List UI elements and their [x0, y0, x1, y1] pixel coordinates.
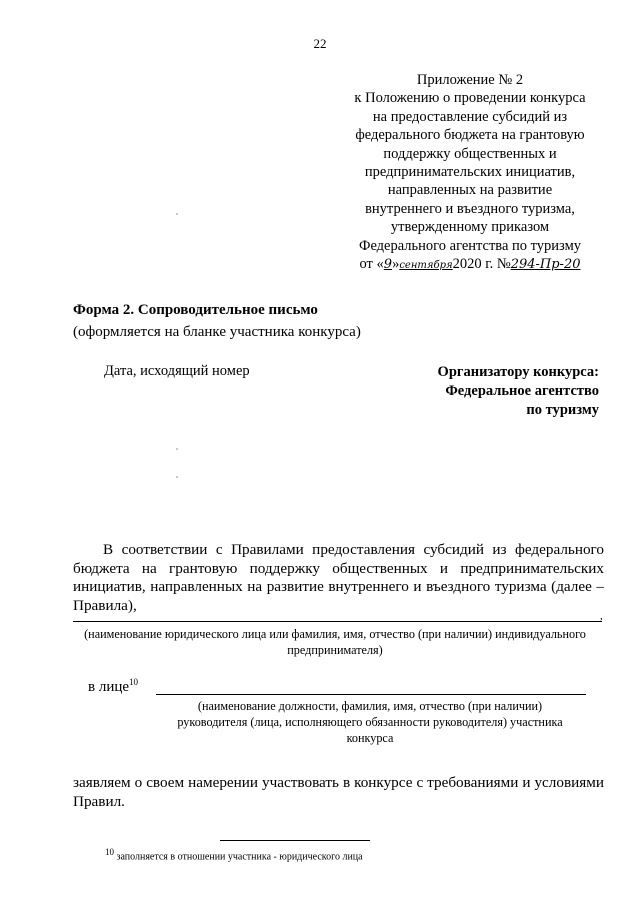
appendix-line: на предоставление субсидий из	[372, 108, 568, 125]
page-number: 22	[313, 36, 327, 51]
appendix-line: к Положению о проведении конкурса	[354, 90, 586, 107]
caption-line: (наименование должности, фамилия, имя, отчество (при наличии)	[197, 699, 543, 713]
footnote-text: заполняется в отношении участника - юридического лица	[114, 851, 363, 863]
order-number: 294-Пр-20	[510, 257, 581, 273]
appendix-line: федерального бюджета на грантовую	[355, 127, 585, 144]
appendix-line: Приложение № 2	[416, 72, 524, 88]
closing-paragraph: заявляем о своем намерении участвовать в конкурсе с требованиями и условиями Правил.	[73, 774, 604, 810]
footnote-ref: 10	[129, 677, 139, 687]
representative-caption	[170, 698, 570, 746]
scan-speck	[176, 476, 178, 478]
footnote-number: 10	[105, 847, 114, 857]
footnote-separator	[220, 840, 370, 841]
appendix-line: предпринимательских инициатив,	[364, 164, 576, 181]
appendix-line: поддержку общественных и	[383, 145, 557, 162]
date-month: сентября	[399, 260, 453, 272]
representative-field	[156, 694, 586, 695]
form-note: (оформляется на бланке участника конкурса)	[73, 324, 361, 340]
addressee-block	[400, 363, 599, 420]
appendix-line: направленных на развитие	[387, 182, 553, 199]
footnote	[105, 847, 363, 862]
scan-speck	[176, 448, 178, 450]
order-date-line	[330, 255, 610, 275]
date-year: 2020 г. №	[452, 256, 511, 273]
date-prefix: от «	[359, 256, 384, 273]
addressee-line: Организатору конкурса:	[437, 364, 599, 380]
appendix-line: внутреннего и въездного туризма,	[365, 200, 575, 217]
date-number-label: Дата, исходящий номер	[104, 363, 250, 379]
addressee-line: по туризму	[526, 402, 599, 418]
form-title: Форма 2. Сопроводительное письмо	[73, 302, 318, 318]
in-face-label	[88, 677, 138, 696]
appendix-line: Федерального агентства по туризму	[358, 237, 582, 254]
field-comma: ,	[600, 610, 603, 622]
appendix-header	[330, 71, 610, 275]
in-face-text: в лице	[88, 679, 130, 695]
scan-speck	[176, 213, 178, 215]
date-mid: »	[392, 256, 400, 273]
caption-line: руководителя (лица, исполняющего обязанности руководителя) участника	[177, 715, 563, 729]
participant-name-field	[73, 621, 602, 622]
addressee-line: Федеральное агентство	[445, 383, 599, 399]
intro-paragraph: В соответствии с Правилами предоставления субсидий из федерального бюджета на грантовую поддержку общественных и предпринимательских инициатив, направленных на развитие внутреннего и въездного туризма (далее – Правила),	[73, 541, 604, 614]
participant-name-caption: (наименование юридического лица или фамилия, имя, отчество (при наличии) индивидуального предпринимателя)	[84, 627, 586, 657]
date-day: 9	[383, 257, 393, 273]
caption-line: конкурса	[346, 731, 394, 745]
appendix-line: утвержденному приказом	[390, 219, 550, 236]
